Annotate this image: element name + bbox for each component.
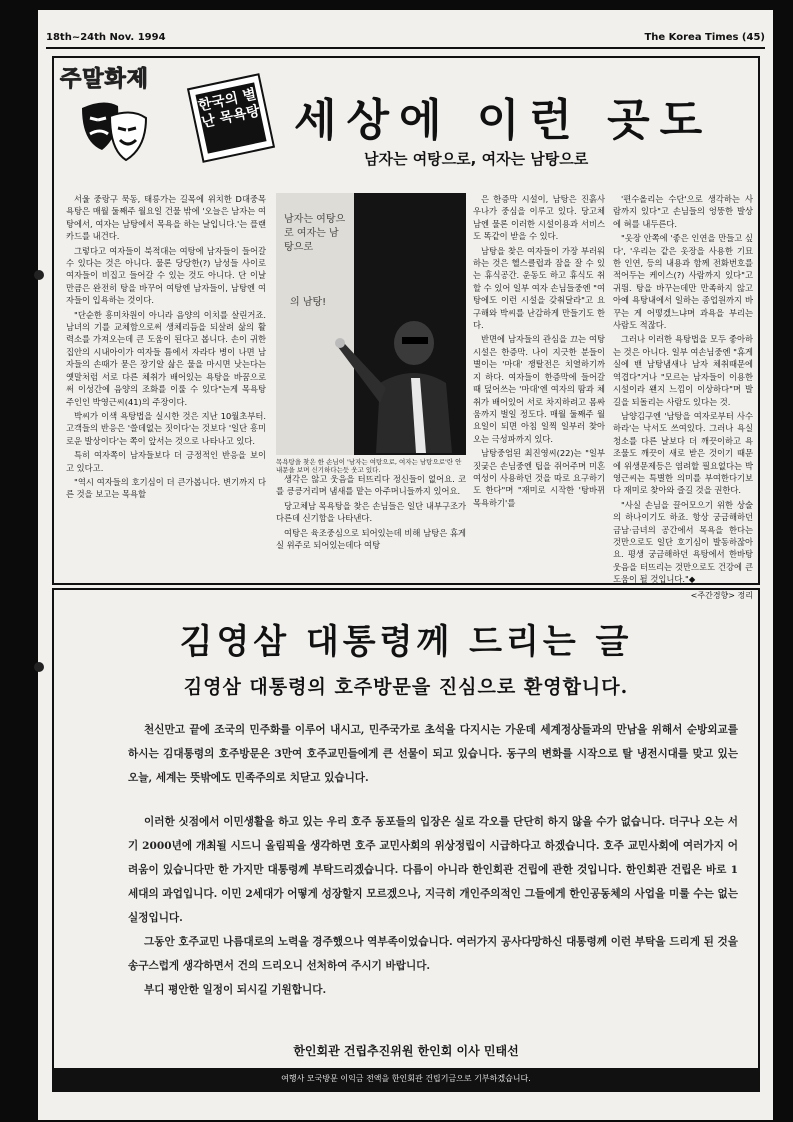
page-header: [46, 32, 765, 46]
person-pointing-figure: [336, 303, 461, 453]
issue-date: 18th~24th Nov. 1994: [46, 32, 166, 43]
paragraph: 부디 평안한 일정이 되시길 기원합니다.: [144, 984, 327, 996]
paragraph: 서울 중랑구 묵동, 태릉가는 길목에 위치한 D대중목욕탕은 매월 둘째주 월요일 건물 밖에 '오늘은 남자는 여탕에서, 여자는 남탕에서 목욕을 하는 날입니다.'는 플랜카드를 내건다.: [66, 194, 266, 242]
paragraph: 특히 여자쪽이 남자들보다 더 긍정적인 반응을 보이고 있다고.: [66, 450, 266, 473]
letter-paragraph-1: [128, 718, 738, 790]
feature-article: [52, 56, 760, 600]
newspaper-page: [38, 10, 773, 1120]
paragraph: 은 한증막 시설이, 남탕은 진흙사우나가 중심을 이루고 있다. 당고체남엔 물론 이러한 시설이용과 서비스도 똑같이 받을 수 있다.: [473, 194, 605, 242]
paragraph: '편수올리는 수단'으로 생각하는 사람까지 있다"고 손님들의 엉뚱한 발상에 혀를 내두른다.: [613, 194, 753, 229]
stamp-text: 한국의 별난 목욕탕: [195, 82, 266, 153]
paragraph: "단순한 흥미차원이 아니라 음양의 이치를 살린거죠. 남녀의 기를 교체함으로써 생체리듬을 되살려 삶의 활력소를 가져오는데 큰 도움이 된다고 봅니다. 손이 귀한 집안의 시내아이가 여자들 틈에서 자라다 병이 나면 남자들의 손때가 묻은 장기알 삶은 물을 마시면 낫는다는 옛말처럼 서로 다른 체취가 배어있는 욕탕을 바꿈으로써 이성간에 음양의 조화를 이룰 수 있다"는게 목욕탕 주인인 박영근씨(41)의 주장이다.: [66, 309, 266, 407]
binder-hole: [34, 662, 44, 672]
header-rule: [46, 47, 765, 49]
letter-paragraph-3: [128, 930, 738, 1002]
letter-footer: 여행사 모국방문 이익금 전액을 한인회관 건립기금으로 기부하겠습니다.: [54, 1068, 758, 1090]
paragraph: "옷장 안쪽에 '좋은 인연을 만들고 싶다', '우리는 같은 옷장을 사용한 기묘한 인연, 등의 내용과 함께 전화번호를 적어두는 케이스(?) 사람까지 있다"고 귀띔. 탕을 바꾸는데만 만족하지 않고 아예 욕탕내에서 일하는 종업원까지 바꾸는 게 어떻겠느냐며 과욕을 부리는 사람도 적잖다.: [613, 233, 753, 331]
paragraph: 남탕중엄된 최진영씨(22)는 "일부 짓궂은 손님중엔 팁을 쥐어주며 미혼 여성이 사용하던 것을 따로 요구하기도 한다"며 "재미로 시작한 '탕바뀌 목욕하기'를: [473, 448, 605, 508]
section-corner: [54, 58, 172, 176]
theater-masks-icon: [74, 98, 154, 172]
paragraph: 남탕을 찾은 여자들이 가장 부러워하는 것은 헬스클럽과 잠을 잘 수 있는 휴식공간. 운동도 하고 휴식도 취할 수 있어 일부 여자 손님들중엔 "여탕에도 이런 시설을 갖춰달라"고 요구해와 박씨를 난감하게 만들기도 한다.: [473, 245, 605, 331]
article-column-2: [276, 473, 466, 583]
letter-subtitle: 김영삼 대통령의 호주방문을 진심으로 환영합니다.: [183, 676, 629, 698]
article-column-3: [473, 193, 605, 581]
photo-sign-text: 남자는 여탕으로 여자는 남탕으로: [284, 214, 346, 253]
paragraph: 생각은 않고 웃음을 터뜨리다 정신들이 없어요. 코를 킁킁거리며 냄새를 맡는 아주머니들까지 있어요.: [276, 474, 466, 497]
letter-signature: 한인회관 건립추진위원 한인회 이사 민태선: [293, 1044, 519, 1058]
paragraph: 그러나 이러한 욕탕법을 모두 좋아하는 것은 아니다. 일부 여손님중엔 "휴게실에 밴 남탕냄새나 남자 체취때문에 역겹다"거나 "모르는 남자들이 이용한 시설이라 왠지 느낌이 이상하다"며 발길을 되돌리는 사람도 있다는 것.: [613, 334, 753, 407]
subheadline: 남자는 여탕으로, 여자는 남탕으로: [364, 150, 589, 168]
paragraph: 천신만고 끝에 조국의 민주화를 이루어 내시고, 민주국가로 초석을 다지시는 가운데 세계정상들과의 만남을 위해서 순방외교를 하시는 김대통령의 호주방문은 3만여 호주교민들에게 큰 선물이 되고 있습니다. 동구의 변화를 시작으로 탈 냉전시대를 맞고 있는 오늘, 세계는 뜻밖에도 민족주의로 치닫고 있습니다.: [128, 724, 738, 784]
masthead: The Korea Times (45): [644, 32, 765, 43]
binder-hole: [34, 270, 44, 280]
article-column-1: [66, 193, 266, 581]
paragraph: 반면에 남자들의 관심을 끄는 여탕시설은 한증막. 나이 지긋한 분들이 별이는 '마대' 쟁탈전은 치열하기까지 하다. 여자들이 한증막에 들어갈 때 덮어쓰는 '마대'엔 여자의 땀과 체취가 배어있어 서로 차지하려고 몸싸움까지 벌일 정도다. 매월 둘째주 월요일이 되면 아침 일찍 일부러 찾아오는 극성파까지 있다.: [473, 334, 605, 444]
paragraph: 당고체남 목욕탕을 찾은 손님들은 일단 내부구조가 다른데 신기함을 나타낸다.: [276, 500, 466, 524]
letter-title: 김영삼 대통령께 드리는 글: [179, 622, 633, 662]
feature-stamp: [187, 73, 275, 163]
photo-caption: 목욕탕을 찾은 한 손님이 '남자는 여탕으로, 여자는 남탕으로'란 안내문을 보며 신기하다는듯 웃고 있다.: [276, 458, 462, 474]
letter-paragraph-2: [128, 810, 738, 930]
headline: 세상에 이런 곳도: [294, 95, 713, 146]
paragraph: 그동안 호주교민 나름대로의 노력을 경주했으나 역부족이었습니다. 여러가지 공사다망하신 대통령께 이런 부탁을 드리게 된 것을 송구스럽게 생각하면서 건의 드리오니 선처하여 주시기 바랍니다.: [128, 936, 739, 972]
paragraph: 이러한 싯점에서 이민생활을 하고 있는 우리 호주 동포들의 입장은 실로 각오를 단단히 하지 않을 수가 없습니다. 더구나 오는 서기 2000년에 개최될 시드니 올림픽을 생각하면 호주 교민사회의 위상정립이 시급하다고 하겠습니다. 호주 교민사회에 여러가지 어려움이 있습니다만 한 가지만 대통령께 부탁드리겠습니다. 다름이 아니라 한인회관 건립에 관한 것입니다. 한인회관 건립은 바로 1세대의 과업입니다. 이민 2세대가 어떻게 성장할지 모르겠으나, 지극히 개인주의적인 그들에게 한인공동체의 사업을 미룰 수는 없는 실정입니다.: [128, 816, 738, 924]
section-label: 주말화제: [60, 67, 150, 92]
paragraph: "역시 여자들의 호기심이 더 큰가봅니다. 변기까지 다른 것을 보고는 목욕할: [66, 476, 266, 500]
paragraph: 남양김구엔 '남탕을 여자로부터 사수하라'는 낙서도 쓰여있다. 그러나 욕실청소를 다른 날보다 더 깨끗이하고 욕조물도 깨끗이 새로 받은 것이기 때문에 위생문제등은 염려할 필요없다는 박영근씨는 특별한 의미를 부여한다기보다 재미로 찾아와 즐길 것을 권한다.: [613, 410, 753, 496]
article-column-4: [613, 193, 753, 600]
paragraph: 여탕은 육조중심으로 되어있는데 비해 남탕은 휴게실 위주로 되어있는데다 여탕: [276, 527, 466, 551]
article-source: <주간경향> 정리: [690, 590, 753, 600]
paragraph: 그렇다고 여자들이 북적대는 여탕에 남자들이 들어갈 수 있다는 것은 아니다. 물론 당당한(?) 남성들 사이로 여자들이 비집고 들어갈 수 있는 것도 아니다. 단 이날 만큼은 완전히 탕을 바꾸어 여탕엔 남자들이, 남탕엔 여자들이 입욕하는 것이다.: [66, 245, 266, 306]
photo-sign-text-2: 의 남탕!: [290, 297, 327, 308]
paragraph: "사실 손님을 끌어모으기 위한 상술의 하나이기도 하죠. 항상 궁금해하던 금남·금녀의 공간에서 목욕을 한다는 것만으로도 일단 호기심이 발동하잖아요. 평생 궁금해하던 욕탕에서 한바탕 웃음을 터뜨리는 것만으로도 건강에 큰 도움이 될 것입니다."◆: [613, 499, 753, 585]
paragraph: 박씨가 이색 욕탕법을 실시한 것은 지난 10월초부터. 고객들의 반응은 '쓸데없는 짓이다'는 것보다 '일단 흥미로운 발상이다'는 쪽이 앞서는 것으로 나타나고 있다.: [66, 410, 266, 446]
article-photo: [276, 193, 466, 455]
open-letter-ad: [52, 588, 760, 1092]
